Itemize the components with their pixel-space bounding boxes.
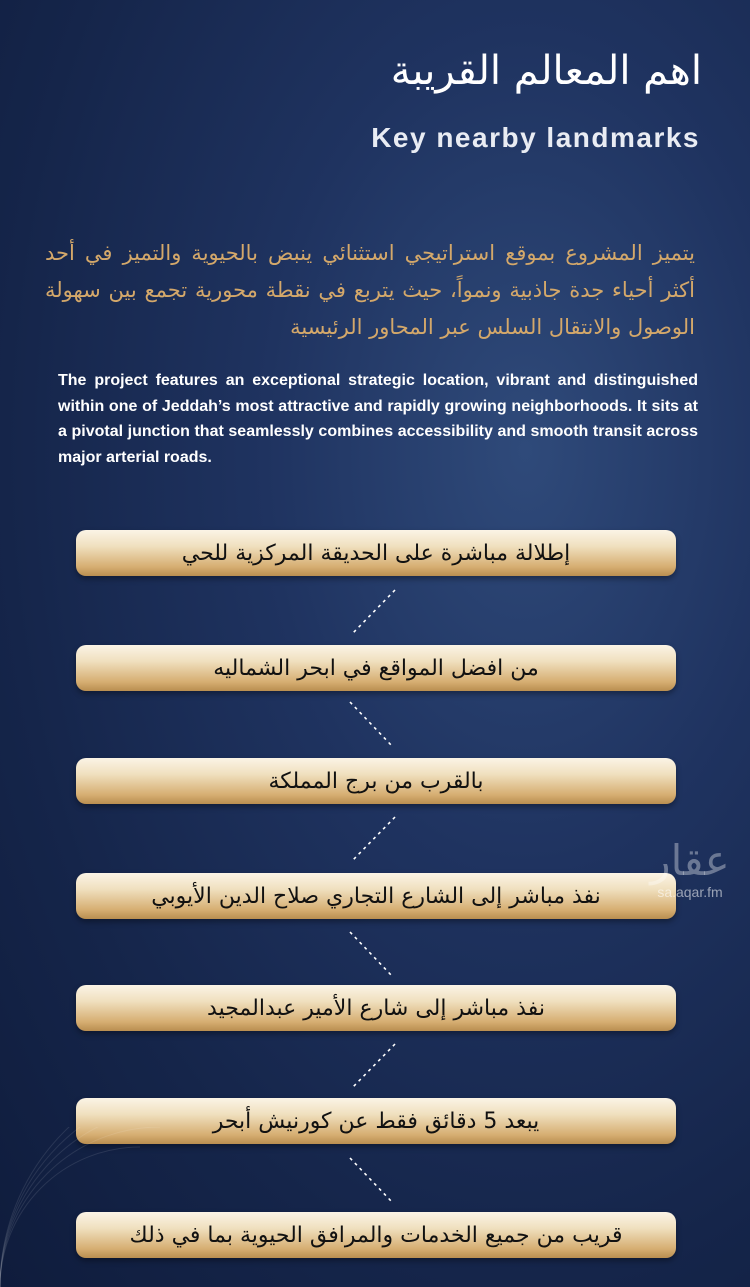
landmark-label: بالقرب من برج المملكة xyxy=(268,768,484,794)
decorative-arcs xyxy=(0,1127,260,1287)
description-english: The project features an exceptional strategic location, vibrant and distinguished within one of Jeddah’s most attractive and rapidly growing neighborhoods. It sits at a pivotal junction that seamlessly combines accessibility and smooth transit across major arterial roads. xyxy=(58,372,698,466)
dotted-connector xyxy=(340,930,410,990)
landmark-label: يبعد 5 دقائق فقط عن كورنيش أبحر xyxy=(212,1108,540,1134)
landmark-label: قريب من جميع الخدمات والمرافق الحيوية بما في ذلك xyxy=(129,1222,623,1248)
dotted-connector xyxy=(340,1156,410,1216)
landmark-item xyxy=(76,530,676,576)
landmark-label: من افضل المواقع في ابحر الشماليه xyxy=(213,655,539,681)
description-arabic: يتميز المشروع بموقع استراتيجي استثنائي ينبض بالحيوية والتميز في أحد أكثر أحياء جدة جاذبية ونمواً، حيث يتربع في نقطة محورية تجمع بين سهولة الوصول والانتقال السلس عبر المحاور الرئيسية xyxy=(45,241,695,339)
watermark-brand: عقار xyxy=(650,836,730,885)
landmark-item xyxy=(76,645,676,691)
dotted-connector xyxy=(340,700,410,760)
dotted-connector xyxy=(340,815,410,875)
landmark-label: نفذ مباشر إلى الشارع التجاري صلاح الدين الأيوبي xyxy=(151,883,601,909)
dotted-connector xyxy=(340,588,410,648)
landmark-item xyxy=(76,873,676,919)
watermark xyxy=(635,838,745,900)
page-title-arabic: اهم المعالم القريبة xyxy=(390,48,702,94)
landmark-label: نفذ مباشر إلى شارع الأمير عبدالمجيد xyxy=(207,995,545,1021)
dotted-connector xyxy=(340,1042,410,1102)
landmark-label: إطلالة مباشرة على الحديقة المركزية للحي xyxy=(181,540,571,566)
page-title-english: Key nearby landmarks xyxy=(371,122,700,153)
landmark-item xyxy=(76,985,676,1031)
watermark-url: sa.aqar.fm xyxy=(657,884,723,900)
landmark-item xyxy=(76,758,676,804)
